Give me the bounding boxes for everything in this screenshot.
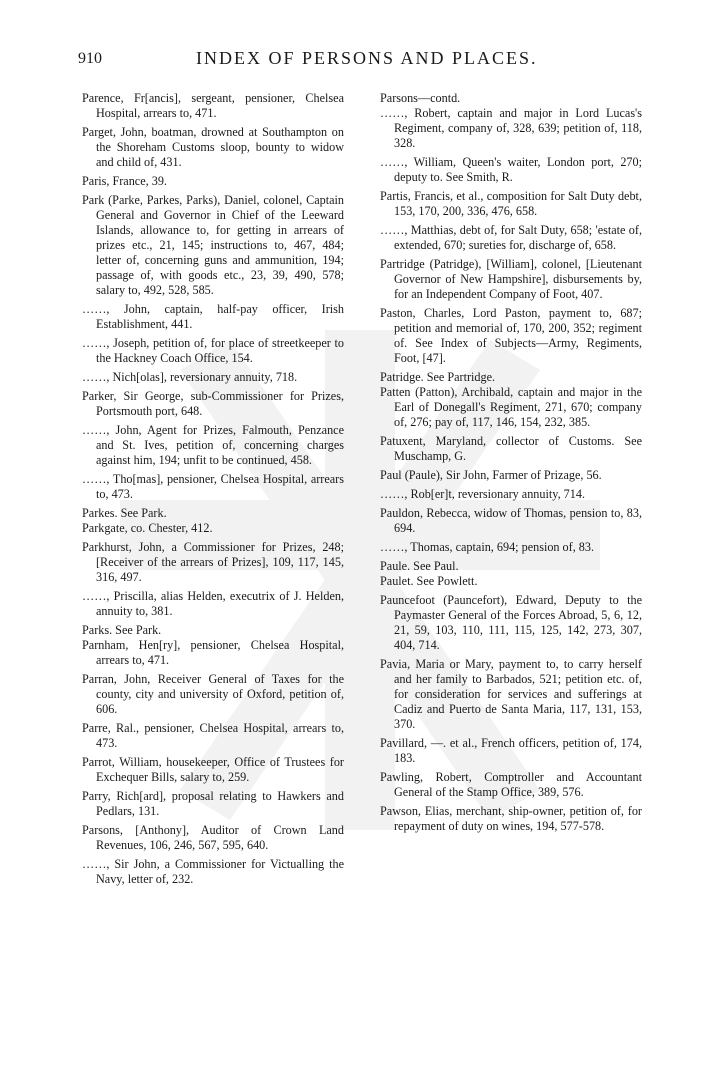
left-column	[82, 91, 344, 891]
index-entry: Pavia, Maria or Mary, payment to, to carry herself and her family to Barbados, 521; petition etc. of, for consideration for services and sufferings at Cadiz and Puerto de Santa Maria, 117, 131, 153, 370.	[380, 657, 642, 731]
index-entry: Parsons—contd.	[380, 91, 461, 105]
index-entry: ……, John, captain, half-pay officer, Irish Establishment, 441.	[82, 302, 344, 331]
index-entry: Paston, Charles, Lord Paston, payment to, 687; petition and memorial of, 170, 200, 352; regiment of. See Index of Subjects—Army, Regiments, Foot, [47].	[380, 306, 642, 365]
index-entry: Patridge. See Partridge.	[380, 370, 496, 384]
index-entry: Parsons, [Anthony], Auditor of Crown Land Revenues, 106, 246, 567, 595, 640.	[82, 823, 344, 852]
index-entry: Parker, Sir George, sub-Commissioner for Prizes, Portsmouth port, 648.	[82, 389, 344, 418]
page-title: INDEX OF PERSONS AND PLACES.	[196, 48, 538, 68]
index-entry: Parks. See Park.	[82, 623, 162, 637]
index-entry: Parkgate, co. Chester, 412.	[82, 521, 213, 535]
index-entry: ……, Rob[er]t, reversionary annuity, 714.	[380, 487, 585, 501]
index-entry: ……, Matthias, debt of, for Salt Duty, 658; 'estate of, extended, 670; sureties for, discharge of, 658.	[380, 223, 642, 252]
index-entry: ……, Joseph, petition of, for place of streetkeeper to the Hackney Coach Office, 154.	[82, 336, 344, 365]
index-entry: ……, Nich[olas], reversionary annuity, 718.	[82, 370, 298, 384]
index-entry: ……, Thomas, captain, 694; pension of, 83.	[380, 540, 595, 554]
index-entry: ……, Tho[mas], pensioner, Chelsea Hospital, arrears to, 473.	[82, 472, 344, 501]
index-entry: Paulet. See Powlett.	[380, 574, 478, 588]
index-entry: Patuxent, Maryland, collector of Customs. See Muschamp, G.	[380, 434, 642, 463]
page-header	[78, 50, 638, 74]
index-entry: ……, Priscilla, alias Helden, executrix of J. Helden, annuity to, 381.	[82, 589, 344, 618]
index-entry: ……, John, Agent for Prizes, Falmouth, Penzance and St. Ives, petition of, concerning charges against him, 194; unfit to be continued, 458.	[82, 423, 344, 467]
index-entry: Paul (Paule), Sir John, Farmer of Prizage, 56.	[380, 468, 602, 482]
index-entry: Pauncefoot (Pauncefort), Edward, Deputy to the Paymaster General of the Forces Abroad, 5, 6, 12, 21, 59, 103, 110, 111, 115, 125, 142, 273, 307, 404, 714.	[380, 593, 642, 652]
index-entry: Paule. See Paul.	[380, 559, 459, 573]
index-entry: Pauldon, Rebecca, widow of Thomas, pension to, 83, 694.	[380, 506, 642, 535]
index-entry: ……, Sir John, a Commissioner for Victualling the Navy, letter of, 232.	[82, 857, 344, 886]
index-entry: Pavillard, —. et al., French officers, petition of, 174, 183.	[380, 736, 642, 765]
index-entry: Parrot, William, housekeeper, Office of Trustees for Exchequer Bills, salary to, 259.	[82, 755, 344, 784]
index-entry: Parran, John, Receiver General of Taxes for the county, city and university of Oxford, petition of, 606.	[82, 672, 344, 716]
index-entry: Pawson, Elias, merchant, ship-owner, petition of, for repayment of duty on wines, 194, 577-578.	[380, 804, 642, 833]
index-entry: Parry, Rich[ard], proposal relating to Hawkers and Pedlars, 131.	[82, 789, 344, 818]
index-entry: ……, William, Queen's waiter, London port, 270; deputy to. See Smith, R.	[380, 155, 642, 184]
index-entry: ……, Robert, captain and major in Lord Lucas's Regiment, company of, 328, 639; petition of, 118, 328.	[380, 106, 642, 150]
index-entry: Parget, John, boatman, drowned at Southampton on the Shoreham Customs sloop, bounty to widow and child of, 431.	[82, 125, 344, 169]
index-entry: Patten (Patton), Archibald, captain and major in the Earl of Donegall's Regiment, 271, 670; company of, 276; pay of, 117, 146, 154, 232, 385.	[380, 385, 642, 429]
index-entry: Partridge (Patridge), [William], colonel, [Lieutenant Governor of New Hampshire], disbursements by, for an Independent Company of Foot, 407.	[380, 257, 642, 301]
index-entry: Parkes. See Park.	[82, 506, 167, 520]
index-entry: Parence, Fr[ancis], sergeant, pensioner, Chelsea Hospital, arrears to, 471.	[82, 91, 344, 120]
index-entry: Partis, Francis, et al., composition for Salt Duty debt, 153, 170, 200, 336, 476, 658.	[380, 189, 642, 218]
page-number: 910	[78, 50, 102, 67]
index-entry: Parnham, Hen[ry], pensioner, Chelsea Hospital, arrears to, 471.	[82, 638, 344, 667]
index-entry: Park (Parke, Parkes, Parks), Daniel, colonel, Captain General and Governor in Chief of the Leeward Islands, allowance to, for getting in arrears of prizes etc., 21, 145; instructions to, 467, 484; letter of, concerning guns and ammunition, 194; passage of, with goods etc., 23, 39, 490, 578; salary to, 492, 528, 585.	[82, 193, 344, 297]
index-entry: Paris, France, 39.	[82, 174, 167, 188]
index-entry: Parre, Ral., pensioner, Chelsea Hospital, arrears to, 473.	[82, 721, 344, 750]
index-entry: Parkhurst, John, a Commissioner for Prizes, 248; [Receiver of the arrears of Prizes], 109, 117, 145, 316, 497.	[82, 540, 344, 584]
index-entry: Pawling, Robert, Comptroller and Accountant General of the Stamp Office, 389, 576.	[380, 770, 642, 799]
right-column	[380, 91, 642, 838]
